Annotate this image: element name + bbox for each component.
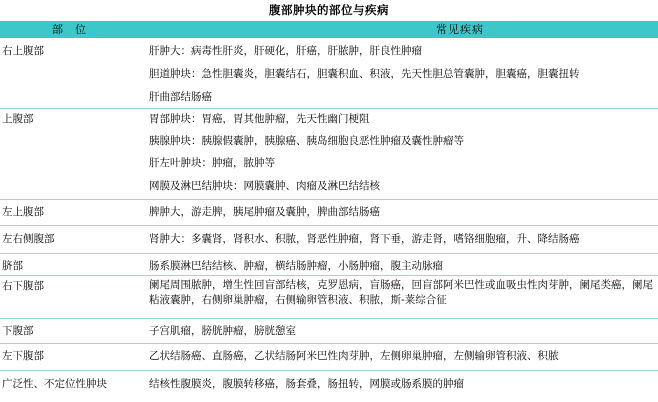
row-divider xyxy=(0,343,658,344)
page-title: 腹部肿块的部位与疾病 xyxy=(269,3,389,17)
disease-line: 肝左叶肿块：肿瘤，脓肿等 xyxy=(149,157,275,169)
disease-line: 乙状结肠癌、直肠癌，乙状结肠阿米巴性肉芽肿，左侧卵巢肿瘤，左侧输卵管积液、积脓 xyxy=(149,350,559,362)
disease-line: 子宫肌瘤，膀胱肿瘤，膀胱憩室 xyxy=(149,325,296,337)
disease-line: 肝曲部结肠癌 xyxy=(149,91,212,103)
row-part: 下腹部 xyxy=(2,325,34,337)
row-part: 右上腹部 xyxy=(2,45,44,57)
row-part: 左右侧腹部 xyxy=(2,233,55,245)
row-divider xyxy=(0,225,658,226)
disease-line: 脾肿大，游走脾，胰尾肿瘤及囊肿，脾曲部结肠癌 xyxy=(149,206,380,218)
row-part: 左上腹部 xyxy=(2,206,44,218)
disease-line: 胃部肿块：胃癌，胃其他肿瘤，先天性幽门梗阻 xyxy=(149,113,370,125)
disease-line: 网膜及淋巴结肿块：网膜囊肿、肉瘤及淋巴结结核 xyxy=(149,180,380,192)
row-divider xyxy=(0,318,658,319)
disease-line: 胰腺肿块：胰腺假囊肿，胰腺癌、胰岛细胞良恶性肿瘤及囊性肿瘤等 xyxy=(149,135,464,147)
disease-line: 肝肿大：病毒性肝炎，肝硬化，肝癌，肝脓肿，肝良性肿瘤 xyxy=(149,45,422,57)
row-divider xyxy=(0,370,658,371)
row-part: 上腹部 xyxy=(2,113,34,125)
row-part: 右下腹部 xyxy=(2,280,44,292)
row-divider xyxy=(0,199,658,200)
disease-line: 结核性腹膜炎，腹膜转移癌，肠套叠，肠扭转，网膜或肠系膜的肿瘤 xyxy=(149,378,464,390)
disease-text: 阑尾周围脓肿，增生性回盲部结核，克罗恩病，盲肠癌，回盲部阿米巴性或血吸虫性肉芽肿，阑尾类癌，阑尾粘液囊肿，右侧卵巢肿瘤，右侧输卵管积液、积脓，斯-莱综合征 xyxy=(149,279,653,306)
disease-line: 肠系膜淋巴结结核、肿瘤，横结肠肿瘤，小肠肿瘤，腹主动脉瘤 xyxy=(149,260,443,272)
disease-line: 胆道肿块：急性胆囊炎，胆囊结石，胆囊积血、积液，先天性胆总管囊肿，胆囊癌，胆囊扭转 xyxy=(149,68,580,80)
row-part: 广泛性、不定位性肿块 xyxy=(2,378,107,390)
row-divider xyxy=(0,253,658,254)
header-disease: 常见疾病 xyxy=(436,23,484,36)
row-part: 左下腹部 xyxy=(2,350,44,362)
header-part: 部位 xyxy=(52,23,98,36)
row-part: 脐部 xyxy=(2,260,23,272)
disease-line: 肾肿大：多囊肾，肾积水、积脓，肾恶性肿瘤，肾下垂，游走肾，嗜铬细胞瘤，升、降结肠癌 xyxy=(149,233,580,245)
row-divider xyxy=(0,275,658,276)
row-divider xyxy=(0,108,658,109)
table-header xyxy=(0,21,658,38)
